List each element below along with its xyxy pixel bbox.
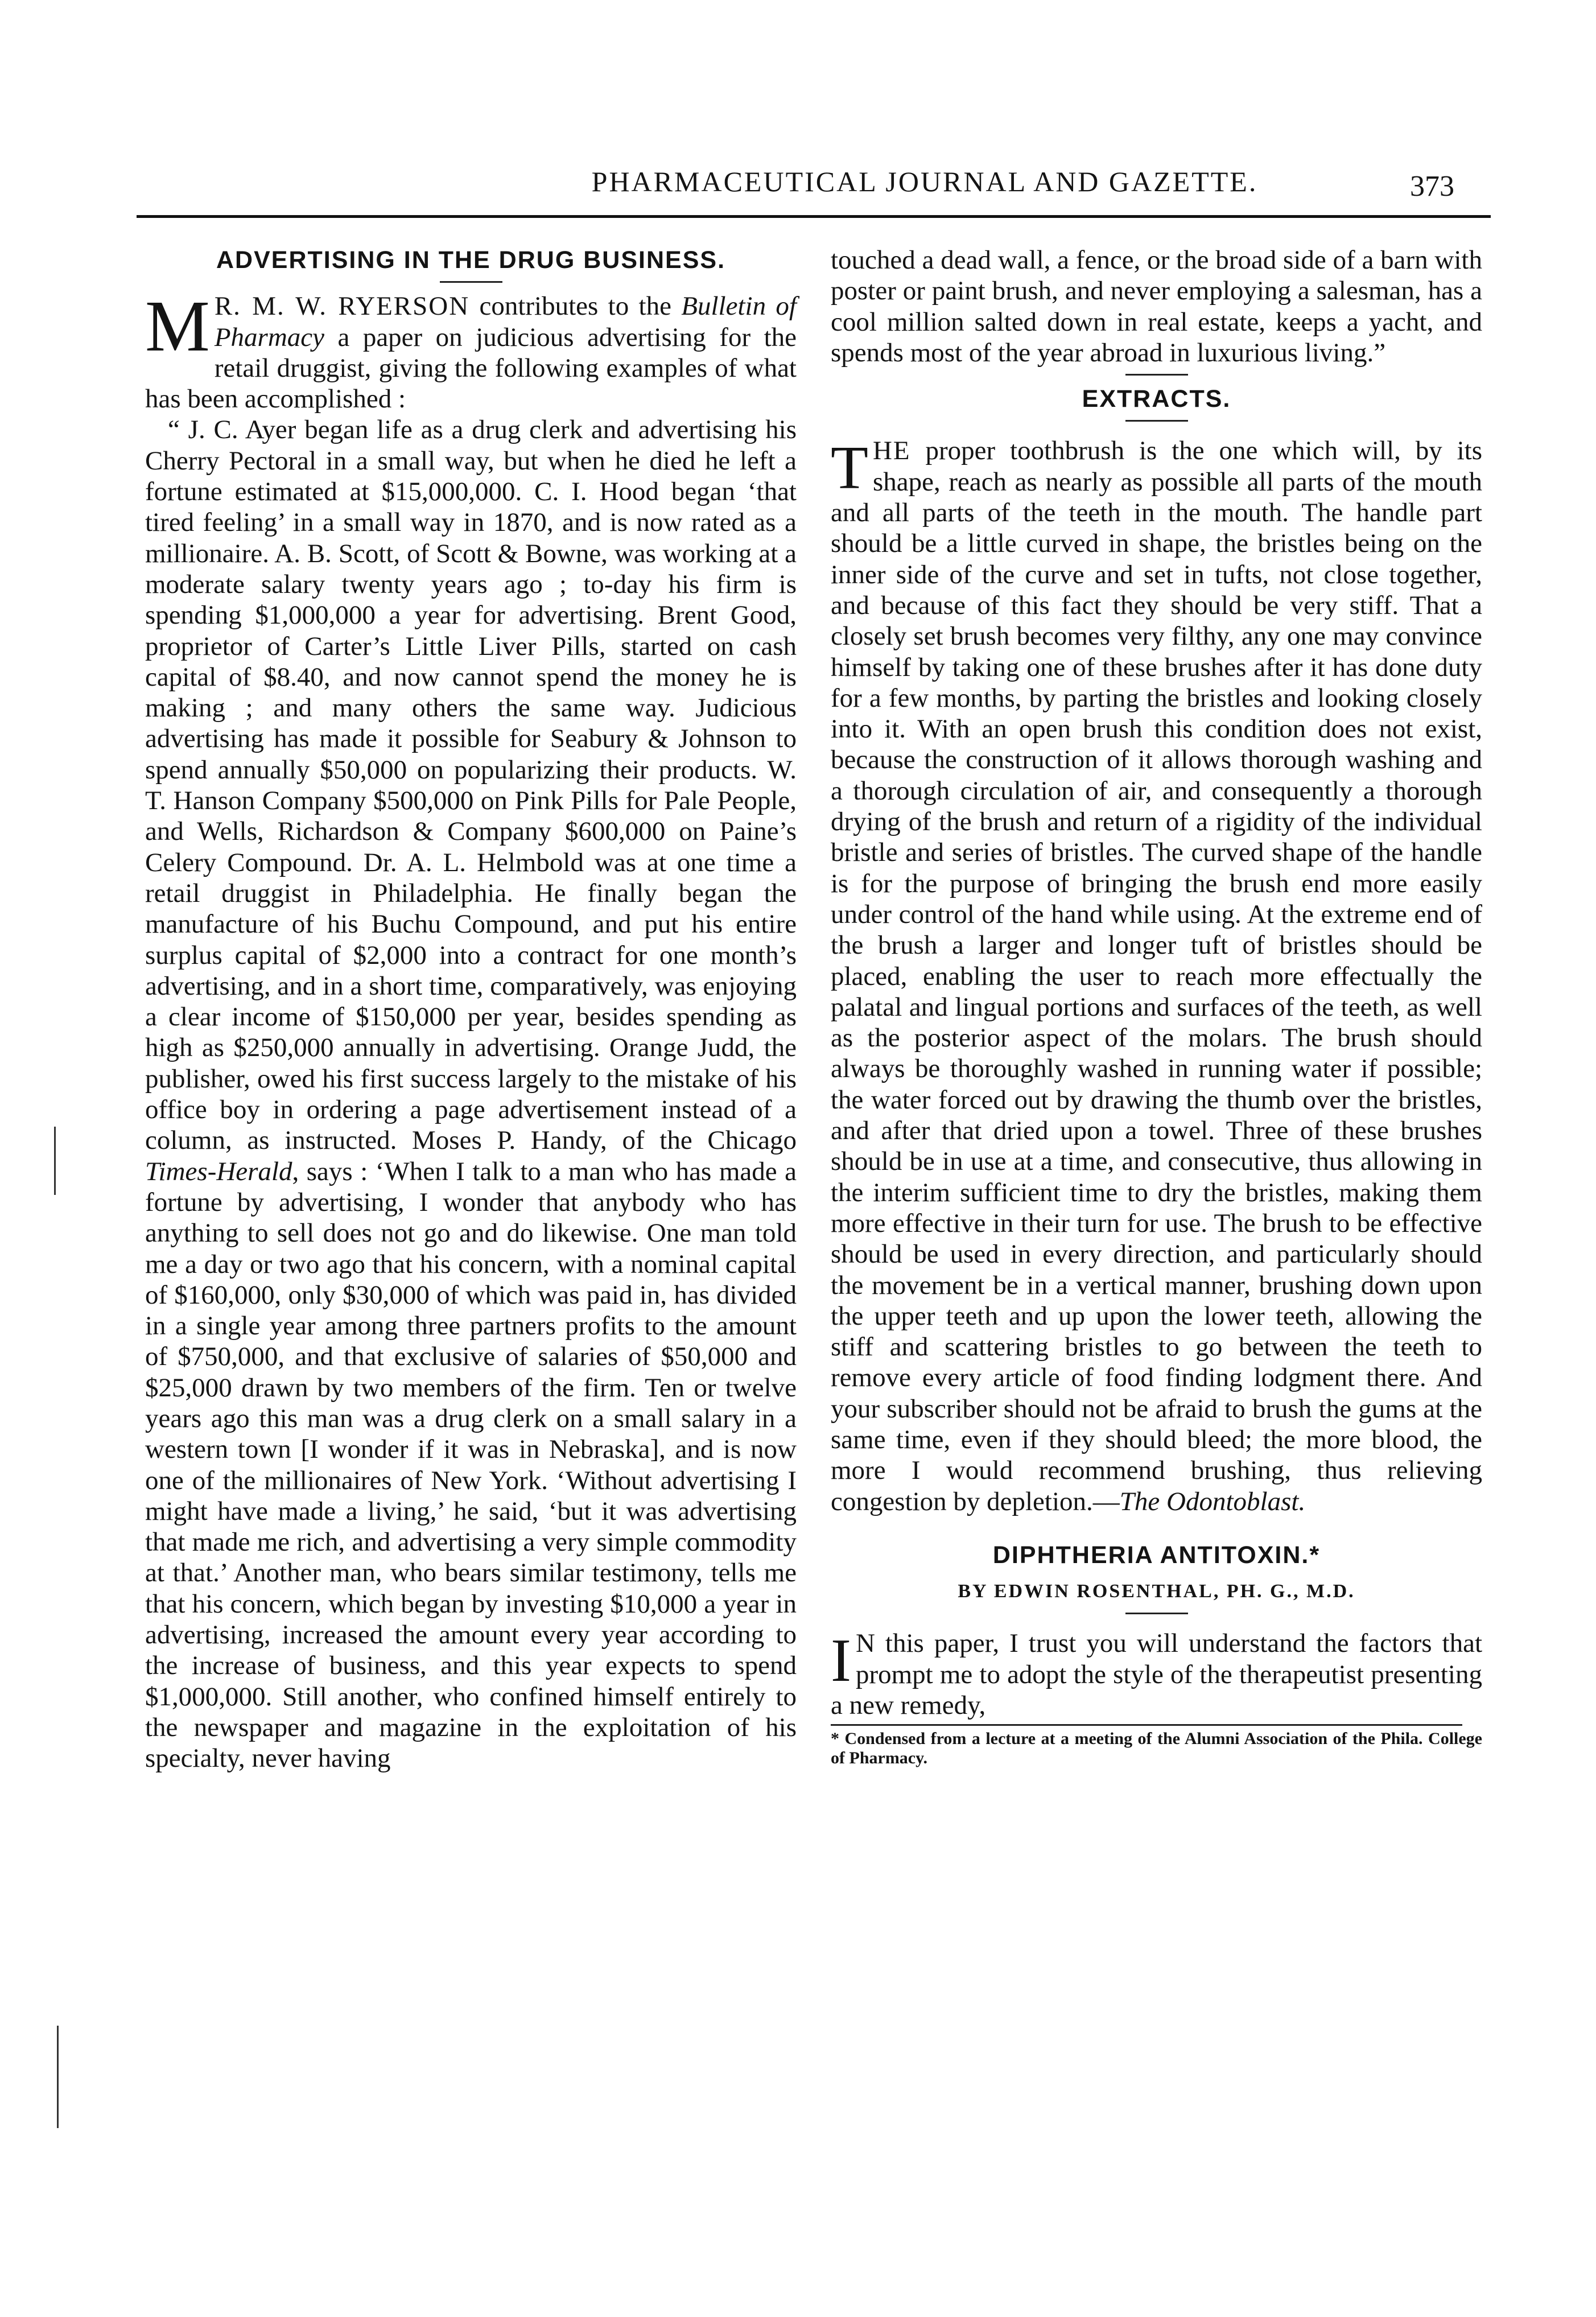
- header-rule: [137, 215, 1491, 218]
- right-column: [831, 245, 1482, 1768]
- publication-title: Bulletin of Pharmacy: [214, 291, 797, 352]
- diphtheria-text: N this paper, I trust you will understand the factors that prompt me to adopt the style of the therapeutist presenting a new remedy,: [831, 1629, 1482, 1721]
- intro-text: contributes to the: [469, 291, 682, 321]
- advertising-intro: [145, 286, 797, 414]
- margin-mark: [54, 1127, 56, 1195]
- margin-mark: [57, 2026, 59, 2128]
- newspaper-title: Times-Herald: [145, 1156, 292, 1186]
- page-number: 373: [1410, 170, 1454, 203]
- footnote: * Condensed from a lecture at a meeting of the Alumni Association of the Phila. College of Pharmacy.: [831, 1729, 1482, 1768]
- footnote-rule: [831, 1724, 1462, 1726]
- heading-rule: [1125, 1613, 1188, 1614]
- diphtheria-body: [831, 1628, 1482, 1721]
- advertising-continuation: touched a dead wall, a fence, or the broad side of a barn with poster or paint brush, and never employing a salesman, has a cool million salted down in real estate, keeps a yacht, and spends most of the year abroad in luxurious living.”: [831, 245, 1482, 368]
- drop-cap: M: [145, 286, 210, 367]
- article-heading-extracts: EXTRACTS.: [1082, 385, 1231, 413]
- lead-caps: R. M. W. RYERSON: [214, 291, 470, 321]
- advertising-quote: [145, 414, 797, 1774]
- heading-rule: [1125, 420, 1188, 422]
- heading-rule: [440, 281, 502, 283]
- article-heading-diphtheria: DIPHTHERIA ANTITOXIN.*: [992, 1541, 1321, 1569]
- quote-text: , says : ‘When I talk to a man who has made a fortune by advertising, I wonder that anybody who has anything to sell does not go and do likewise. One man told me a day or two ago that his concern, with a nominal capital of $160,000, only $30,000 of which was paid in, has divided in a single year among three partners profits to the amount of $750,000, and that exclusive of salaries of $50,000 and $25,000 drawn by two members of the firm. Ten or twelve years ago this man was a drug clerk on a small salary in a western town [I wonder if it was in Nebraska], and is now one of the millionaires of New York. ‘Without advertising I might have made a living,’ he said, ‘but it was advertising that made me rich, and advertising a very simple commodity at that.’ Another man, who bears similar testimony, tells me that his concern, which began by investing $10,000 a year in advertising, increased the amount every year according to the increase of business, and this year expects to spend $1,000,000. Still another, who confined himself entirely to the newspaper and magazine in the exploitation of his specialty, never having: [145, 1156, 797, 1774]
- byline: BY EDWIN ROSENTHAL, PH. G., M.D.: [958, 1581, 1355, 1602]
- drop-cap: T: [831, 434, 868, 502]
- quote-text: “ J. C. Ayer began life as a drug clerk and advertising his Cherry Pectoral in a small way, but when he died he left a fortune estimated at $15,000,000. C. I. Hood began ‘that tired feeling’ in a small way in 1870, and is now rated as a millionaire. A. B. Scott, of Scott & Bowne, was working at a moderate salary twenty years ago ; to-day his firm is spending $1,000,000 a year for advertising. Brent Good, proprietor of Carter’s Little Liver Pills, started on cash capital of $8.40, and now cannot spend the money he is making ; and many others the same way. Judicious advertising has made it possible for Seabury & Johnson to spend annually $50,000 on popularizing their products. W. T. Hanson Company $500,000 on Pink Pills for Pale People, and Wells, Richardson & Company $600,000 on Paine’s Celery Compound. Dr. A. L. Helmbold was at one time a retail druggist in Philadelphia. He finally began the manufacture of his Buchu Compound, and put his entire surplus capital of $2,000 into a contract for one month’s advertising, and in a short time, comparatively, was enjoying a clear income of $150,000 per year, besides spending as high as $250,000 annually in advertising. Orange Judd, the publisher, owed his first success largely to the mistake of his office boy in ordering a page advertisement instead of a column, as instructed. Moses P. Handy, of the Chicago: [145, 415, 797, 1156]
- extracts-body: [831, 435, 1482, 1516]
- drop-cap: I: [831, 1627, 851, 1695]
- left-column: [145, 245, 797, 1774]
- extracts-text: proper toothbrush is the one which will, by its shape, reach as nearly as possible all parts of the mouth and all parts of the teeth in the mouth. The handle part should be a little curved in shape, the bristles being on the inner side of the curve and set in tufts, not close together, and because of this fact they should be very stiff. That a closely set brush becomes very filthy, any one may convince himself by taking one of these brushes after it has done duty for a few months, by parting the bristles and looking closely into it. With an open brush this condition does not exist, because the construction of it allows thorough washing and a thorough circulation of air, and consequently a thorough drying of the brush and return of a rigidity of the individual bristle and series of bristles. The curved shape of the handle is for the purpose of bringing the brush end more easily under control of the hand while using. At the extreme end of the brush a larger and longer tuft of bristles should be placed, enabling the user to reach more effectually the palatal and lingual portions and surfaces of the teeth, as well as the posterior aspect of the molars. The brush should always be thoroughly washed in running water if possible; the water forced out by drawing the thumb over the bristles, and after that dried upon a towel. Three of these brushes should be in use at a time, and consecutive, thus allowing in the interim sufficient time to dry the bristles, making them more effective in their turn for use. The brush to be effective should be used in every direction, and particularly should the movement be in a vertical manner, brushing down upon the upper teeth and up upon the lower teeth, allowing the stiff and scattering bristles to go between the teeth to remove every article of food finding lodgment there. And your subscriber should not be afraid to brush the gums at the same time, even if they should bleed; the more blood, the more I would recommend brushing, thus relieving congestion by depletion.—: [831, 436, 1482, 1516]
- article-heading-advertising: ADVERTISING IN THE DRUG BUSINESS.: [216, 246, 726, 274]
- source-citation: The Odontoblast.: [1119, 1486, 1306, 1516]
- intro-text: a paper on judicious advertising for the retail druggist, giving the following examples of what has been accomplished :: [145, 322, 797, 414]
- lead-caps: HE: [872, 436, 911, 466]
- running-header: PHARMACEUTICAL JOURNAL AND GAZETTE.: [591, 166, 1258, 197]
- section-rule: [1125, 374, 1188, 376]
